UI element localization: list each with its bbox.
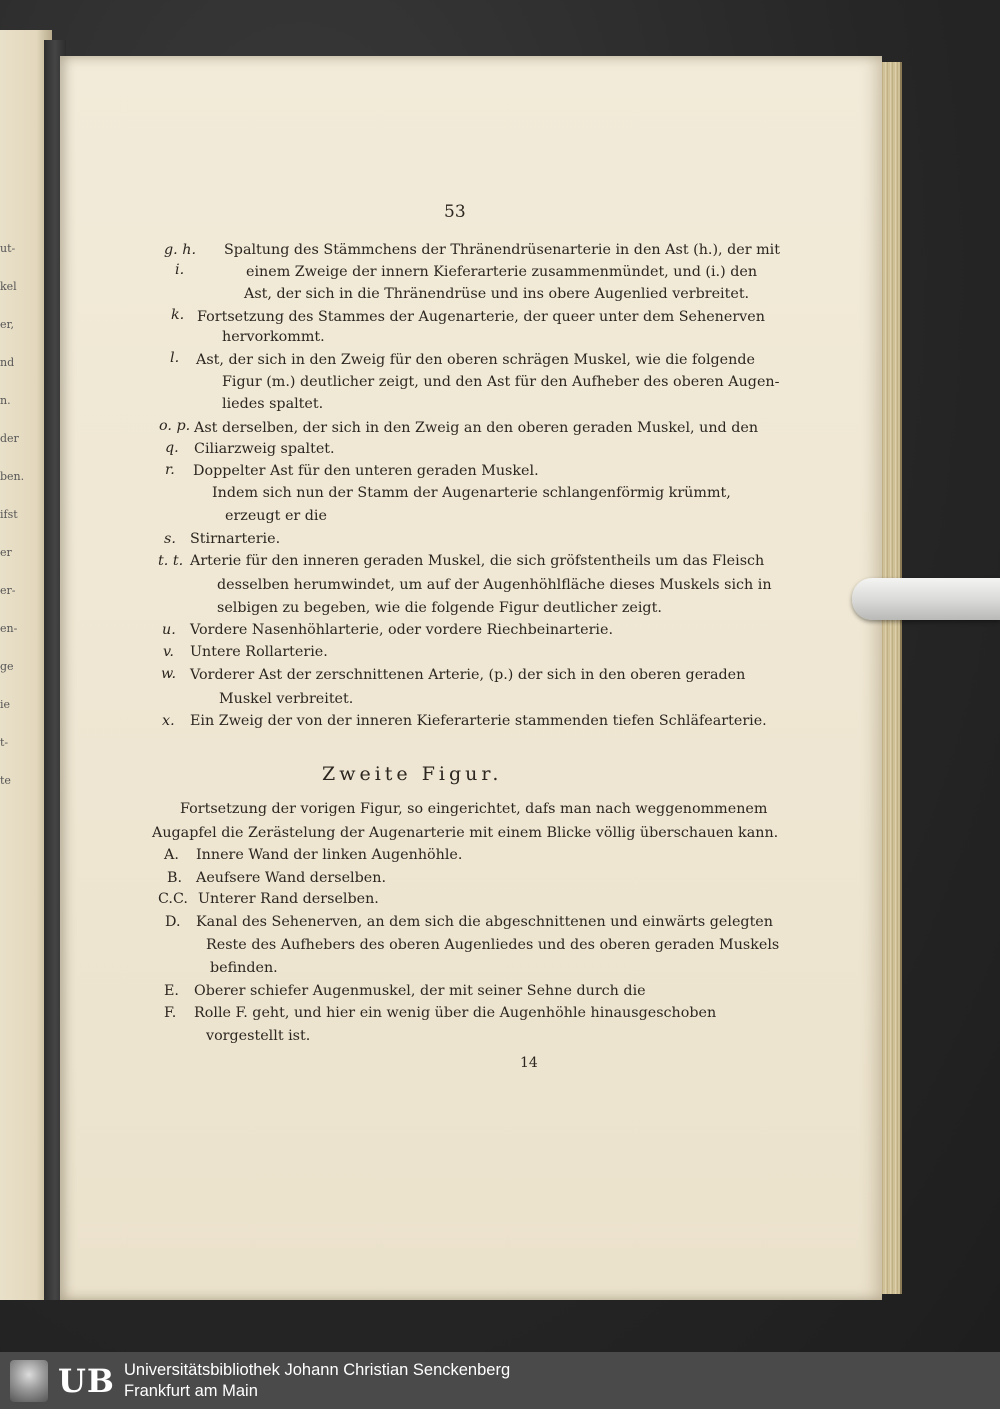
entry-label: x.: [162, 713, 175, 729]
margin-fragment: er: [0, 546, 12, 559]
entry-label: F.: [164, 1005, 177, 1021]
entry-line: Reste des Aufhebers des oberen Augenliedes und des oberen geraden Muskels: [206, 937, 780, 953]
entry-label: r.: [165, 462, 175, 478]
entry-line: Kanal des Sehenerven, an dem sich die abgeschnittenen und einwärts gelegten: [196, 914, 773, 930]
entry-line: liedes spaltet.: [222, 396, 324, 412]
entry-label: D.: [165, 914, 181, 930]
entry-label: w.: [161, 666, 177, 682]
entry-line: Spaltung des Stämmchens der Thränendrüsenarterie in den Ast (h.), der mit: [224, 242, 780, 258]
entry-label: C.C.: [158, 891, 188, 907]
entry-label: q.: [165, 440, 179, 456]
margin-fragment: n.: [0, 394, 11, 407]
entry-line: Vorderer Ast der zerschnittenen Arterie, (p.) der sich in den oberen geraden: [190, 667, 746, 683]
entry-label: g. h.: [164, 242, 196, 258]
margin-fragment: nd: [0, 356, 15, 369]
entry-line: selbigen zu begeben, wie die folgende Figur deutlicher zeigt.: [217, 600, 662, 616]
intro-line: Augapfel die Zerästelung der Augenarterie mit einem Blicke völlig überschauen kann.: [152, 825, 779, 841]
entry-line: Figur (m.) deutlicher zeigt, und den Ast für den Aufheber des oberen Augen-: [222, 374, 780, 390]
entry-line: vorgestellt ist.: [206, 1028, 311, 1044]
entry-line: einem Zweige der innern Kieferarterie zusammenmündet, und (i.) den: [246, 264, 758, 280]
entry-line: Innere Wand der linken Augenhöhle.: [196, 847, 463, 863]
margin-fragment: ut-: [0, 242, 16, 255]
entry-line: Ast, der sich in die Thränendrüse und ins obere Augenlied verbreitet.: [244, 286, 750, 302]
entry-label: B.: [167, 870, 183, 886]
entry-line: Ein Zweig der von der inneren Kieferarterie stammenden tiefen Schläfearterie.: [190, 713, 767, 729]
margin-fragment: ge: [0, 660, 14, 673]
entry-line: Rolle F. geht, und hier ein wenig über die Augenhöhle hinausgeschoben: [194, 1005, 717, 1021]
margin-fragment: ie: [0, 698, 11, 711]
entry-line: Doppelter Ast für den unteren geraden Muskel.: [193, 463, 539, 479]
margin-fragment: en-: [0, 622, 18, 635]
entry-line: Vordere Nasenhöhlarterie, oder vordere Riechbeinarterie.: [190, 622, 614, 638]
entry-label: A.: [164, 847, 179, 863]
footer-bar: [0, 1352, 1000, 1409]
senckenberg-bust-icon: [10, 1360, 48, 1402]
entry-line: Indem sich nun der Stamm der Augenarterie schlangenförmig krümmt,: [212, 485, 731, 501]
entry-line: Fortsetzung des Stammes der Augenarterie, der queer unter dem Sehenerven: [197, 309, 765, 325]
bookmark-tab: [852, 578, 1000, 620]
entry-line: Oberer schiefer Augenmuskel, der mit seiner Sehne durch die: [194, 983, 646, 999]
library-city: Frankfurt am Main: [124, 1382, 258, 1400]
margin-fragment: der: [0, 432, 19, 445]
entry-line: Ast, der sich in den Zweig für den oberen schrägen Muskel, wie die folgende: [196, 352, 755, 368]
entry-label: E.: [164, 983, 179, 999]
left-margin-fragments: [0, 230, 25, 990]
entry-label: o. p.: [159, 418, 191, 434]
margin-fragment: t-: [0, 736, 9, 749]
entry-label: u.: [162, 622, 176, 638]
margin-fragment: te: [0, 774, 11, 787]
ub-logo[interactable]: [10, 1360, 118, 1402]
margin-fragment: ifst: [0, 508, 18, 521]
entry-label: v.: [163, 644, 174, 660]
margin-fragment: kel: [0, 280, 17, 293]
margin-fragment: er,: [0, 318, 15, 331]
section-heading: Zweite Figur.: [322, 763, 503, 785]
entry-line: Untere Rollarterie.: [190, 644, 328, 660]
entry-label: l.: [170, 350, 180, 366]
entry-line: Ast derselben, der sich in den Zweig an den oberen geraden Muskel, und den: [194, 420, 759, 436]
ub-logo-text: UB: [58, 1362, 115, 1400]
signature-mark: 14: [520, 1055, 538, 1071]
entry-line: hervorkommt.: [222, 329, 325, 345]
entry-line: Stirnarterie.: [190, 531, 281, 547]
intro-line: Fortsetzung der vorigen Figur, so eingerichtet, dafs man nach weggenommenem: [180, 801, 768, 817]
entry-line: Arterie für den inneren geraden Muskel, die sich gröfstentheils um das Fleisch: [190, 553, 765, 569]
entry-line: befinden.: [210, 960, 278, 976]
entry-label: k.: [171, 307, 185, 323]
margin-fragment: er-: [0, 584, 16, 597]
entry-label: t. t.: [158, 553, 184, 569]
entry-label: i.: [175, 262, 185, 278]
entry-line: Ciliarzweig spaltet.: [194, 441, 335, 457]
entry-line: Unterer Rand derselben.: [198, 891, 379, 907]
entry-line: erzeugt er die: [225, 508, 327, 524]
entry-line: desselben herumwindet, um auf der Augenhöhlfläche dieses Muskels sich in: [217, 577, 772, 593]
entry-label: s.: [164, 531, 176, 547]
entry-line: Aeufsere Wand derselben.: [196, 870, 386, 886]
margin-fragment: ben.: [0, 470, 25, 483]
page-number: 53: [444, 202, 466, 222]
library-name: Universitätsbibliothek Johann Christian Senckenberg: [124, 1361, 511, 1379]
entry-line: Muskel verbreitet.: [219, 691, 354, 707]
